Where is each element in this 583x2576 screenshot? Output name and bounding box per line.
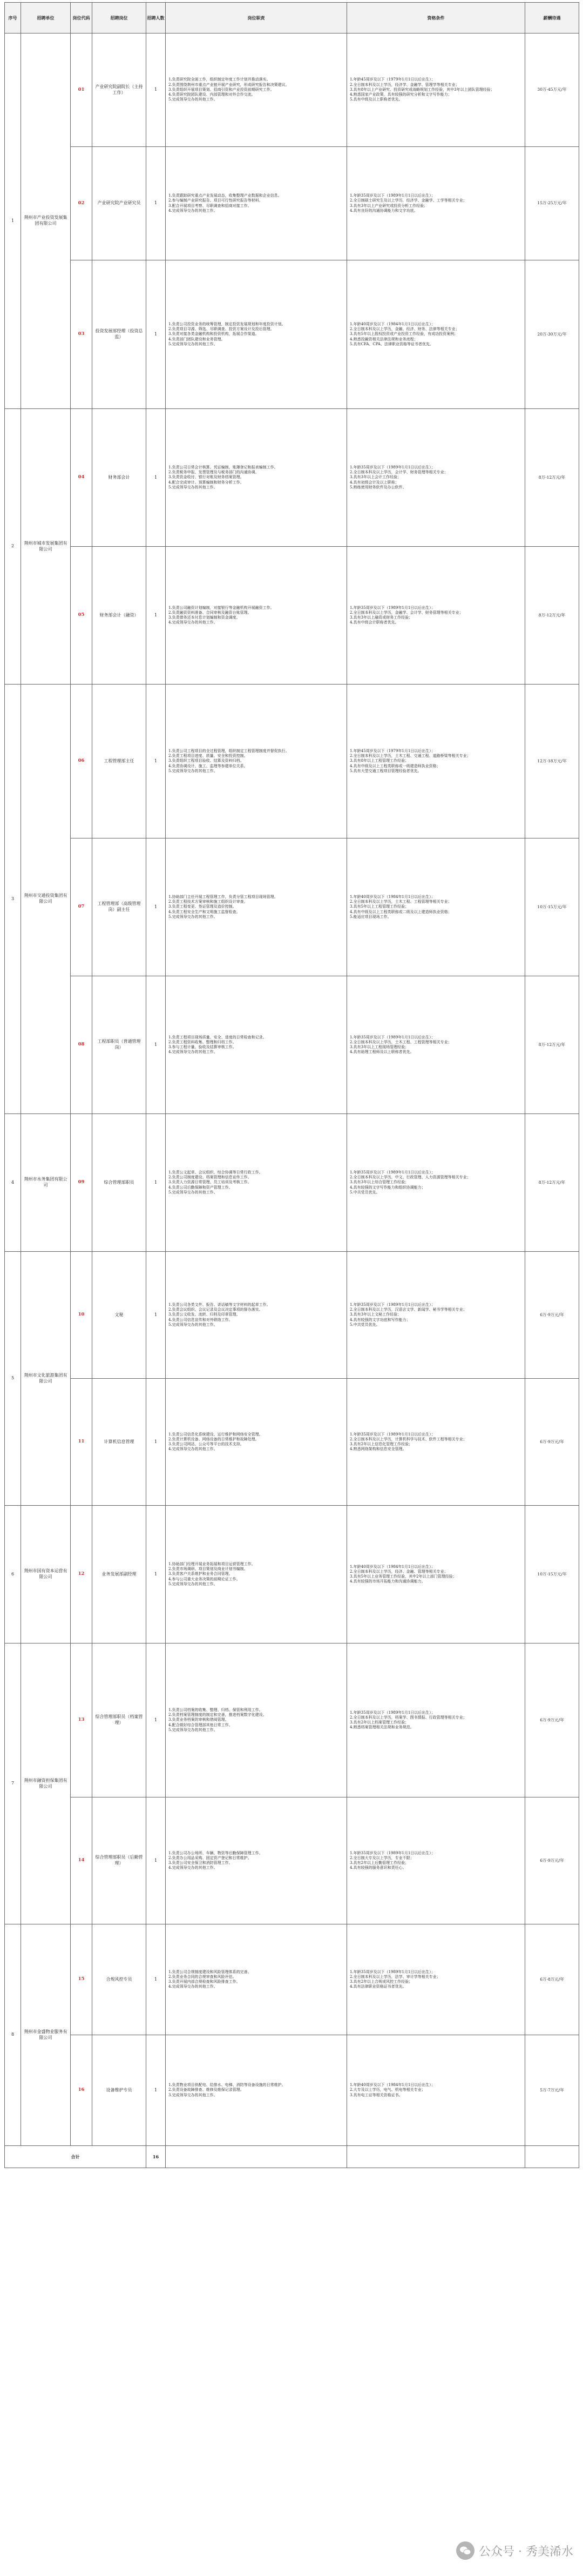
position-code: 01 bbox=[71, 33, 92, 147]
table-row bbox=[5, 685, 579, 838]
duty-item: 3.负责人力资源日常管理、员工培训及考核工作。 bbox=[168, 1180, 252, 1185]
job-requirements bbox=[347, 147, 525, 260]
position-code: 12 bbox=[71, 1506, 92, 1643]
position-name: 工程部职员（普通管理岗） bbox=[92, 976, 146, 1114]
duty-item: 3.负责债务还本付息计划编制和资金调度。 bbox=[168, 615, 240, 620]
requirement-item: 4.具有法律职业资格证书者优先。 bbox=[350, 1984, 406, 1989]
duty-item: 2.负责会议组织、会议记录及会议决定事项的督办落实。 bbox=[168, 1307, 263, 1312]
recruitment-table-document bbox=[4, 2, 579, 2168]
table-row bbox=[5, 33, 579, 147]
position-name: 工程管理部主任 bbox=[92, 685, 146, 838]
row-number: 4 bbox=[5, 1114, 21, 1252]
duty-item: 5.完成领导交办的其他工作。 bbox=[168, 1190, 218, 1195]
requirement-item: 3.具有2年以上档案管理工作经验； bbox=[350, 1720, 409, 1725]
requirement-item: 3.具有3年以上工程现场管理经验； bbox=[350, 1045, 409, 1049]
job-requirements bbox=[347, 1506, 525, 1643]
duty-item: 1.负责物业项目供配电、给排水、电梯、消防等设备设施的日常维护。 bbox=[168, 2083, 286, 2088]
total-empty-cell bbox=[166, 2146, 347, 2168]
requirement-item: 5.具有中级及以上职称者优先。 bbox=[350, 97, 403, 102]
duty-item: 5.完成领导交办的其他工作。 bbox=[168, 768, 218, 773]
job-duties bbox=[166, 33, 347, 147]
requirement-item: 4.具有较强的服务意识和责任心。 bbox=[350, 1866, 406, 1870]
position-code: 05 bbox=[71, 547, 92, 685]
header-duties: 岗位职责 bbox=[166, 3, 347, 33]
duty-item: 2.负责计算机设备、网络设备的日常维护和故障处理。 bbox=[168, 1437, 259, 1441]
job-duties bbox=[166, 1506, 347, 1643]
requirement-item: 1.年龄40周岁及以下（1984年1月1日以后出生）； bbox=[350, 2083, 435, 2088]
hiring-count: 1 bbox=[146, 1114, 166, 1252]
total-count: 16 bbox=[146, 2146, 166, 2168]
position-code: 07 bbox=[71, 838, 92, 976]
duty-item: 2.负责项目寻源、筛选、尽职调查、投资方案设计及投后管理。 bbox=[168, 327, 274, 332]
hiring-count: 1 bbox=[146, 2035, 166, 2146]
position-name: 合规风控专员 bbox=[92, 1924, 146, 2035]
position-code: 11 bbox=[71, 1379, 92, 1506]
position-name: 财务部会计（融资） bbox=[92, 547, 146, 685]
row-number: 7 bbox=[5, 1643, 21, 1924]
total-label: 合计 bbox=[5, 2146, 146, 2168]
job-duties bbox=[166, 685, 347, 838]
duty-item: 4.完成领导交办的其他工作。 bbox=[168, 1866, 218, 1870]
table-row bbox=[5, 1643, 579, 1797]
table-row bbox=[5, 1797, 579, 1924]
requirement-item: 3.具有5年以上股权投资或产业投资工作经验，有成功投资案例； bbox=[350, 332, 458, 337]
requirement-item: 3.具有5年以上工程管理工作经验； bbox=[350, 904, 409, 909]
requirement-item: 3.具有2年以上合规或风控工作经验； bbox=[350, 1980, 413, 1984]
duty-item: 5.完成领导交办的其他工作。 bbox=[168, 97, 218, 102]
requirement-item: 5.能适应项目现场工作。 bbox=[350, 914, 391, 919]
duty-item: 2.参与编制产业研究报告、项目可行性研究报告等材料。 bbox=[168, 198, 263, 203]
position-name: 业务发展部副经理 bbox=[92, 1506, 146, 1643]
requirement-item: 2.全日制本科及以上学历，金融、经济、财务、法律等相关专业； bbox=[350, 327, 459, 332]
requirement-item: 3.具有3年以上产业研究或投资分析工作经验； bbox=[350, 203, 428, 208]
requirement-item: 1.年龄35周岁及以下（1989年1月1日以后出生）； bbox=[350, 1850, 435, 1855]
hiring-count: 1 bbox=[146, 147, 166, 260]
hiring-count: 1 bbox=[146, 1643, 166, 1797]
position-code: 04 bbox=[71, 409, 92, 547]
table-row bbox=[5, 147, 579, 260]
requirement-item: 4.具有较强的市场开拓能力和沟通协调能力。 bbox=[350, 1579, 425, 1584]
requirement-item: 3.具有2年以上信息化管理工作经验； bbox=[350, 1442, 413, 1446]
row-number: 5 bbox=[5, 1252, 21, 1506]
position-code: 16 bbox=[71, 2035, 92, 2146]
job-duties bbox=[166, 1114, 347, 1252]
position-name: 投资发展部经理（投资总监） bbox=[92, 260, 146, 409]
salary: 10万-15万元/年 bbox=[525, 838, 579, 976]
salary: 30万-45万元/年 bbox=[525, 33, 579, 147]
requirement-item: 2.全日制本科及以上学历，经济、金融、管理等相关专业； bbox=[350, 1569, 448, 1574]
row-number: 2 bbox=[5, 409, 21, 685]
duty-item: 4.负责工程安全生产和文明施工监督检查。 bbox=[168, 909, 240, 914]
job-duties bbox=[166, 260, 347, 409]
requirement-item: 1.年龄35周岁及以下（1989年1月1日以后出生）； bbox=[350, 193, 435, 198]
job-requirements bbox=[347, 1924, 525, 2035]
job-requirements bbox=[347, 976, 525, 1114]
duty-item: 2.负责税务申报、发票管理及与税务部门的沟通协调。 bbox=[168, 470, 259, 475]
duty-item: 4.负责研究院团队建设、内部管理和对外合作交流。 bbox=[168, 92, 255, 97]
position-name: 工程管理部（高级管理岗）副主任 bbox=[92, 838, 146, 976]
salary: 6万-9万元/年 bbox=[525, 1379, 579, 1506]
wechat-icon bbox=[456, 2541, 474, 2560]
salary: 8万-12万元/年 bbox=[525, 976, 579, 1114]
table-row bbox=[5, 2035, 579, 2146]
table-body bbox=[5, 33, 579, 2146]
duty-item: 3.负责组织工程项目验收、结算及资料归档。 bbox=[168, 759, 244, 763]
requirement-item: 3.具有2年以上后勤管理工作经验； bbox=[350, 1861, 409, 1865]
duty-item: 5.完成领导交办的其他工作。 bbox=[168, 914, 218, 919]
table-row bbox=[5, 409, 579, 547]
table-row bbox=[5, 838, 579, 976]
duty-item: 3.完成领导交办的其他工作。 bbox=[168, 2092, 218, 2097]
duty-item: 5.完成领导交办的其他工作。 bbox=[168, 1581, 218, 1586]
position-code: 14 bbox=[71, 1797, 92, 1924]
duty-item: 5.完成领导交办的其他工作。 bbox=[168, 1727, 218, 1732]
header-count: 招聘人数 bbox=[146, 3, 166, 33]
job-duties bbox=[166, 1924, 347, 2035]
position-code: 08 bbox=[71, 976, 92, 1114]
duty-item: 3.负责对接各类金融机构和投资机构，拓展合作渠道。 bbox=[168, 332, 259, 337]
duty-item: 3.负责资金收付、银行对账及财务档案管理。 bbox=[168, 475, 244, 480]
job-duties bbox=[166, 547, 347, 685]
duty-item: 2.负责融资资料准备、合同审核及融资台账管理。 bbox=[168, 610, 252, 615]
position-code: 03 bbox=[71, 260, 92, 409]
duty-item: 2.负责公司制度建设、档案管理和信息宣传工作。 bbox=[168, 1175, 252, 1180]
job-requirements bbox=[347, 1252, 525, 1379]
position-name: 财务部会计 bbox=[92, 409, 146, 547]
header-salary: 薪酬待遇 bbox=[525, 3, 579, 33]
watermark-text: 公众号 · 秀美浠水 bbox=[479, 2545, 573, 2559]
requirement-item: 4.熟悉档案管理相关法规和业务规范。 bbox=[350, 1725, 414, 1730]
position-name: 产业研究院产业研究员 bbox=[92, 147, 146, 260]
requirement-item: 2.全日制大专及以上学历，专业不限； bbox=[350, 1855, 414, 1860]
company-name: 荆州市交通投资集团有限公司 bbox=[21, 685, 71, 1114]
job-requirements bbox=[347, 1643, 525, 1797]
duty-item: 4.负责公司后勤保障和资产管理工作。 bbox=[168, 1185, 233, 1190]
requirement-item: 2.全日制本科及以上学历，金融学、会计学、财务管理等相关专业； bbox=[350, 610, 463, 615]
duty-item: 3.负责公文收发、流转、归档及印章管理。 bbox=[168, 1312, 240, 1317]
job-requirements bbox=[347, 2035, 525, 2146]
job-requirements bbox=[347, 260, 525, 409]
duty-item: 1.负责研究院全面工作，组织制定年度工作计划并推动落实。 bbox=[168, 77, 270, 82]
requirement-item: 3.具有电工证等相关资格证书。 bbox=[350, 2092, 403, 2097]
duty-item: 3.负责工程变更、签证管理及造价控制。 bbox=[168, 904, 236, 909]
requirement-item: 4.具有良好的沟通协调能力和文字功底。 bbox=[350, 208, 418, 213]
table-total-row bbox=[5, 2146, 579, 2168]
job-requirements bbox=[347, 685, 525, 838]
position-name: 综合管理部职员（档案管理） bbox=[92, 1643, 146, 1797]
duty-item: 1.负责公司投资业务的统筹管理，制定投资发展规划和年度投资计划。 bbox=[168, 321, 286, 326]
requirement-item: 3.具有3年以上综合管理工作经验； bbox=[350, 1180, 409, 1185]
header-company: 招聘单位 bbox=[21, 3, 71, 33]
duty-item: 1.负责公司工程项目的全过程管理，组织制定工程管理制度并督促执行。 bbox=[168, 748, 289, 753]
hiring-count: 1 bbox=[146, 1924, 166, 2035]
row-number: 8 bbox=[5, 1924, 21, 2146]
requirement-item: 3.具有3年以上文秘工作经验； bbox=[350, 1312, 402, 1317]
requirement-item: 2.全日制硕士研究生及以上学历，经济学、金融学、工学等相关专业； bbox=[350, 198, 467, 203]
hiring-count: 1 bbox=[146, 547, 166, 685]
duty-item: 3.配合开展项目考察、尽职调查和招商对接工作。 bbox=[168, 203, 252, 208]
requirement-item: 3.具有3年以上融资或财务工作经验； bbox=[350, 615, 413, 620]
requirement-item: 4.具有中级及以上工程类职称或二级及以上建造师执业资格； bbox=[350, 909, 452, 914]
duty-item: 1.协助部门主任开展工程管理工作，负责分管工程项目现场管理。 bbox=[168, 894, 278, 899]
position-code: 06 bbox=[71, 685, 92, 838]
job-requirements bbox=[347, 409, 525, 547]
requirement-item: 1.年龄35周岁及以下（1989年1月1日以后出生）； bbox=[350, 1035, 435, 1039]
job-duties bbox=[166, 838, 347, 976]
duty-item: 3.负责组织开展项目策划、招商引资和产业投资前期研究工作。 bbox=[168, 87, 274, 92]
total-empty-cell bbox=[347, 2146, 525, 2168]
table-row bbox=[5, 547, 579, 685]
duty-item: 2.负责设备故障排查、维修及维保记录管理。 bbox=[168, 2088, 244, 2092]
duty-item: 4.配合做好综合管理部其他日常工作。 bbox=[168, 1722, 233, 1727]
duty-item: 1.负责跟踪研究重点产业发展动态，收集整理产业数据和企业信息。 bbox=[168, 193, 282, 198]
job-duties bbox=[166, 1797, 347, 1924]
duty-item: 2.负责业务合同的合规审查和风险评估。 bbox=[168, 1974, 236, 1979]
requirement-item: 5.熟练使用财务软件及办公软件。 bbox=[350, 485, 406, 489]
requirement-item: 1.年龄35周岁及以下（1989年1月1日以后出生）； bbox=[350, 1170, 435, 1175]
requirement-item: 1.年龄40周岁及以下（1984年1月1日以后出生）； bbox=[350, 1564, 435, 1569]
duty-item: 4.负责公司信息宣传和对外联络工作。 bbox=[168, 1317, 233, 1322]
position-code: 02 bbox=[71, 147, 92, 260]
requirement-item: 5.中共党员优先。 bbox=[350, 1322, 380, 1327]
requirement-item: 4.具有助理工程师及以上职称者优先。 bbox=[350, 1050, 414, 1055]
job-requirements bbox=[347, 1797, 525, 1924]
hiring-count: 1 bbox=[146, 1379, 166, 1506]
job-requirements bbox=[347, 838, 525, 976]
salary: 8万-12万元/年 bbox=[525, 409, 579, 547]
salary: 8万-12万元/年 bbox=[525, 547, 579, 685]
job-duties bbox=[166, 976, 347, 1114]
row-number: 1 bbox=[5, 33, 21, 409]
duty-item: 1.负责公司日常会计核算、凭证编制、账簿登记和报表编制工作。 bbox=[168, 465, 278, 469]
duty-item: 3.负责开展内部合规检查和风险排查工作。 bbox=[168, 1980, 240, 1984]
hiring-count: 1 bbox=[146, 1252, 166, 1379]
job-requirements bbox=[347, 33, 525, 147]
requirement-item: 5.具有大型交通工程项目管理经验者优先。 bbox=[350, 768, 422, 773]
hiring-count: 1 bbox=[146, 838, 166, 976]
requirement-item: 2.全日制本科及以上学历，经济学、金融学、管理学等相关专业； bbox=[350, 82, 459, 87]
table-row bbox=[5, 1924, 579, 2035]
requirement-item: 2.全日制本科及以上学历，土木工程、工程管理等相关专业； bbox=[350, 1039, 452, 1044]
salary: 6万-9万元/年 bbox=[525, 1252, 579, 1379]
requirement-item: 2.全日制本科及以上学历，土木工程、交通工程、道路桥梁等相关专业； bbox=[350, 754, 471, 759]
header-no: 序号 bbox=[5, 3, 21, 33]
duty-item: 4.配合完成审计、预算编制和财务分析工作。 bbox=[168, 480, 244, 485]
duty-item: 1.负责公司信息化系统建设、运行维护和网络安全管理。 bbox=[168, 1432, 263, 1437]
duty-item: 1.负责公司融资计划编制，对接银行等金融机构开展融资工作。 bbox=[168, 605, 274, 610]
position-name: 文秘 bbox=[92, 1252, 146, 1379]
position-name: 综合管理部职员 bbox=[92, 1114, 146, 1252]
row-number: 3 bbox=[5, 685, 21, 1114]
duty-item: 2.负责工程技术方案审核和施工组织设计审查。 bbox=[168, 900, 248, 904]
duty-item: 4.负责部门团队建设和业务管理。 bbox=[168, 337, 225, 341]
header-code: 岗位代码 bbox=[71, 3, 92, 33]
requirement-item: 5.具有CFA、CPA、法律职业资格等证书者优先。 bbox=[350, 341, 433, 346]
requirement-item: 1.年龄35周岁及以下（1989年1月1日以后出生）； bbox=[350, 1432, 435, 1437]
requirement-item: 3.具有8年以上产业研究、投资研究或战略规划工作经验，其中3年以上团队管理经验； bbox=[350, 87, 494, 92]
position-code: 13 bbox=[71, 1643, 92, 1797]
requirement-item: 4.具有中级及以上工程类职称或一级建造师执业资格； bbox=[350, 763, 440, 768]
requirement-item: 4.具有较强的文字写作能力和组织协调能力； bbox=[350, 1185, 425, 1190]
duty-item: 1.负责工程项目现场质量、安全、进度的日常检查和记录。 bbox=[168, 1035, 267, 1039]
requirement-item: 1.年龄45周岁及以下（1979年1月1日以后出生）； bbox=[350, 748, 435, 753]
hiring-count: 1 bbox=[146, 409, 166, 547]
requirement-item: 3.具有5年以上业务管理工作经验，其中2年以上部门管理经验； bbox=[350, 1574, 457, 1579]
position-code: 15 bbox=[71, 1924, 92, 2035]
duty-item: 2.负责办公用品采购、固定资产登记和日常维护。 bbox=[168, 1855, 252, 1860]
company-name: 荆州市融资担保集团有限公司 bbox=[21, 1643, 71, 1924]
duty-item: 2.负责围绕荆州市重点产业链开展产业研究，形成研究报告和决策建议。 bbox=[168, 82, 289, 87]
hiring-count: 1 bbox=[146, 1506, 166, 1643]
requirement-item: 2.大专及以上学历，电气、机电等相关专业； bbox=[350, 2088, 425, 2092]
salary: 15万-25万元/年 bbox=[525, 147, 579, 260]
salary: 8万-12万元/年 bbox=[525, 1114, 579, 1252]
duty-item: 1.负责公司合规制度建设和风险管理体系的完善。 bbox=[168, 1969, 252, 1974]
header-requirements: 资格条件 bbox=[347, 3, 525, 33]
duty-item: 5.完成领导交办的其他工作。 bbox=[168, 341, 218, 346]
requirement-item: 1.年龄35周岁及以下（1989年1月1日以后出生）； bbox=[350, 1969, 435, 1974]
total-empty-cell bbox=[525, 2146, 579, 2168]
duty-item: 2.负责市场调研、项目策划及商业计划书编制。 bbox=[168, 1567, 248, 1572]
requirement-item: 2.全日制本科及以上学历，会计学、财务管理等相关专业； bbox=[350, 470, 448, 475]
salary: 12万-18万元/年 bbox=[525, 685, 579, 838]
position-name: 产业研究院副院长（主持工作） bbox=[92, 33, 146, 147]
duty-item: 4.完成领导交办的其他工作。 bbox=[168, 1050, 218, 1055]
hiring-count: 1 bbox=[146, 33, 166, 147]
duty-item: 4.完成领导交办的其他工作。 bbox=[168, 620, 218, 625]
duty-item: 4.完成领导交办的其他工作。 bbox=[168, 1447, 218, 1452]
requirement-item: 1.年龄35周岁及以下（1989年1月1日以后出生）； bbox=[350, 465, 435, 469]
table-row bbox=[5, 260, 579, 409]
hiring-count: 1 bbox=[146, 260, 166, 409]
table-header-row bbox=[5, 3, 579, 33]
salary: 6万-8万元/年 bbox=[525, 1924, 579, 2035]
job-duties bbox=[166, 409, 347, 547]
hiring-count: 1 bbox=[146, 685, 166, 838]
company-name: 荆州市金盛物业服务有限公司 bbox=[21, 1924, 71, 2146]
job-duties bbox=[166, 1252, 347, 1379]
duty-item: 4.参与公司重大业务决策的前期论证工作。 bbox=[168, 1577, 240, 1581]
watermark bbox=[456, 2541, 573, 2560]
duty-item: 3.负责客户关系维护和业务合同管理。 bbox=[168, 1572, 233, 1577]
requirement-item: 1.年龄40周岁及以下（1984年1月1日以后出生）； bbox=[350, 894, 435, 899]
requirement-item: 3.具有3年以上会计工作经验； bbox=[350, 475, 402, 480]
duty-item: 3.参与工程计量、验收及结算审核工作。 bbox=[168, 1045, 236, 1049]
duty-item: 4.负责协调设计、施工、监理等参建单位关系。 bbox=[168, 763, 248, 768]
recruitment-table bbox=[4, 2, 579, 2168]
job-duties bbox=[166, 147, 347, 260]
requirement-item: 1.年龄35周岁及以下（1989年1月1日以后出生）； bbox=[350, 1710, 435, 1715]
job-duties bbox=[166, 1643, 347, 1797]
requirement-item: 2.全日制本科及以上学历，计算机科学与技术、软件工程等相关专业； bbox=[350, 1437, 467, 1441]
duty-item: 3.负责业务档案的审核和借阅管理。 bbox=[168, 1718, 229, 1722]
salary: 6万-9万元/年 bbox=[525, 1797, 579, 1924]
requirement-item: 4.具有中级会计职称者优先。 bbox=[350, 620, 399, 625]
hiring-count: 1 bbox=[146, 1797, 166, 1924]
row-number: 6 bbox=[5, 1506, 21, 1643]
duty-item: 2.负责工程资料收集、整理和归档工作。 bbox=[168, 1039, 236, 1044]
duty-item: 4.完成领导交办的其他工作。 bbox=[168, 208, 218, 213]
requirement-item: 3.具有8年以上工程管理工作经验； bbox=[350, 759, 409, 763]
table-row bbox=[5, 1379, 579, 1506]
duty-item: 1.负责公文起草、会议组织、综合协调等日常行政工作。 bbox=[168, 1170, 263, 1175]
header-position: 招聘岗位 bbox=[92, 3, 146, 33]
salary: 10万-15万元/年 bbox=[525, 1506, 579, 1643]
duty-item: 1.负责公司各类文件、报告、讲话稿等文字材料的起草工作。 bbox=[168, 1302, 270, 1307]
position-name: 设备维护专员 bbox=[92, 2035, 146, 2146]
position-code: 09 bbox=[71, 1114, 92, 1252]
requirement-item: 2.全日制本科及以上学历，土木工程、工程管理等相关专业； bbox=[350, 900, 452, 904]
requirement-item: 4.具有初级会计及以上职称； bbox=[350, 480, 399, 485]
company-name: 荆州市产业投资发展集团有限公司 bbox=[21, 33, 71, 409]
requirement-item: 4.熟悉投融资相关法律法规和业务流程； bbox=[350, 337, 418, 341]
job-requirements bbox=[347, 1379, 525, 1506]
requirement-item: 1.年龄35周岁及以下（1989年1月1日以后出生）； bbox=[350, 605, 435, 610]
salary: 6万-9万元/年 bbox=[525, 1643, 579, 1797]
company-name: 荆州市文化旅游集团有限公司 bbox=[21, 1252, 71, 1506]
requirement-item: 4.熟悉国家产业政策，具有较强的研究分析和文字写作能力； bbox=[350, 92, 452, 97]
duty-item: 1.负责公司档案的收集、整理、归档、保管和利用工作。 bbox=[168, 1707, 263, 1712]
hiring-count: 1 bbox=[146, 976, 166, 1114]
duty-item: 1.协助部门经理开展业务拓展和项目运营管理工作。 bbox=[168, 1561, 255, 1566]
duty-item: 3.负责公司安全保卫和消防管理工作。 bbox=[168, 1861, 233, 1865]
company-name: 荆州市城市发展集团有限公司 bbox=[21, 409, 71, 685]
requirement-item: 2.全日制本科及以上学历，档案学、图书情报、行政管理等相关专业； bbox=[350, 1715, 467, 1720]
requirement-item: 1.年龄45周岁及以下（1979年1月1日以后出生）； bbox=[350, 77, 435, 82]
job-duties bbox=[166, 1379, 347, 1506]
requirement-item: 2.全日制本科及以上学历，中文、行政管理、人力资源管理等相关专业； bbox=[350, 1175, 471, 1180]
duty-item: 1.负责公司办公场所、车辆、物资等后勤保障管理工作。 bbox=[168, 1850, 263, 1855]
position-name: 计算机信息管理 bbox=[92, 1379, 146, 1506]
salary: 5万-7万元/年 bbox=[525, 2035, 579, 2146]
requirement-item: 1.年龄35周岁及以下（1989年1月1日以后出生）； bbox=[350, 1302, 435, 1307]
job-duties bbox=[166, 2035, 347, 2146]
table-row bbox=[5, 1506, 579, 1643]
duty-item: 5.完成领导交办的其他工作。 bbox=[168, 485, 218, 489]
requirement-item: 5.中共党员优先。 bbox=[350, 1190, 380, 1195]
position-name: 综合管理部职员（后勤管理） bbox=[92, 1797, 146, 1924]
requirement-item: 4.具有较强的文字功底和写作能力； bbox=[350, 1317, 410, 1322]
requirement-item: 4.熟悉网络架构和信息安全管理。 bbox=[350, 1447, 406, 1452]
requirement-item: 2.全日制本科及以上学历，汉语言文学、新闻学、秘书学等相关专业； bbox=[350, 1307, 467, 1312]
company-name: 荆州市水务集团有限公司 bbox=[21, 1114, 71, 1252]
table-row bbox=[5, 976, 579, 1114]
table-row bbox=[5, 1114, 579, 1252]
duty-item: 4.完成领导交办的其他工作。 bbox=[168, 1984, 218, 1989]
duty-item: 2.负责档案管理制度的制定和完善，推进档案数字化建设。 bbox=[168, 1713, 267, 1718]
duty-item: 3.负责公司网站、公众号等平台的技术支持。 bbox=[168, 1442, 244, 1446]
position-code: 10 bbox=[71, 1252, 92, 1379]
job-requirements bbox=[347, 547, 525, 685]
duty-item: 2.负责工程项目进度、质量、安全和投资控制。 bbox=[168, 754, 248, 759]
duty-item: 5.完成领导交办的其他工作。 bbox=[168, 1322, 218, 1327]
job-requirements bbox=[347, 1114, 525, 1252]
salary: 20万-30万元/年 bbox=[525, 260, 579, 409]
company-name: 荆州市国有资本运营有限公司 bbox=[21, 1506, 71, 1643]
table-row bbox=[5, 1252, 579, 1379]
requirement-item: 2.全日制本科及以上学历，法学、审计学等相关专业； bbox=[350, 1974, 440, 1979]
requirement-item: 1.年龄40周岁及以下（1984年1月1日以后出生）； bbox=[350, 321, 435, 326]
